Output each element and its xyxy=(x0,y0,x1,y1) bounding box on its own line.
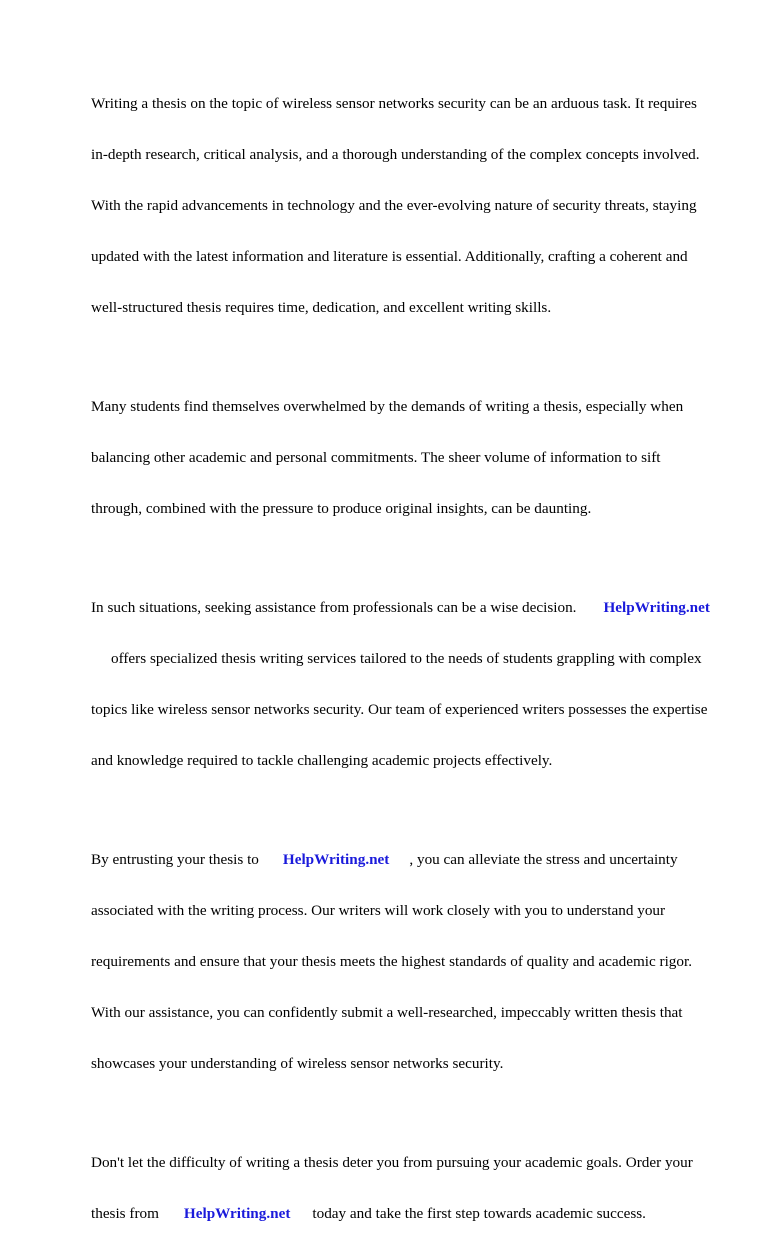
helpwriting-link[interactable]: HelpWriting.net xyxy=(282,851,390,868)
text-line xyxy=(91,599,728,616)
text-line: topics like wireless sensor networks security. Our team of experienced writers possesses the expertise xyxy=(91,701,708,718)
text-segment: today and take the first step towards academic success. xyxy=(312,1205,646,1222)
text-line: through, combined with the pressure to produce original insights, can be daunting. xyxy=(91,500,592,517)
paragraph-2 xyxy=(91,364,728,551)
text-line: in-depth research, critical analysis, and a thorough understanding of the complex concepts involved. xyxy=(91,146,700,163)
text-line: Many students find themselves overwhelmed by the demands of writing a thesis, especially when xyxy=(91,398,684,415)
text-segment: By entrusting your thesis to xyxy=(91,851,259,868)
text-line xyxy=(91,1205,728,1222)
paragraph-3 xyxy=(91,565,728,803)
paragraph-5 xyxy=(91,1120,728,1256)
text-line: and knowledge required to tackle challenging academic projects effectively. xyxy=(91,752,553,769)
text-line: showcases your understanding of wireless sensor networks security. xyxy=(91,1055,504,1072)
text-segment: thesis from xyxy=(91,1205,159,1222)
text-segment: offers specialized thesis writing services tailored to the needs of students grappling with complex xyxy=(111,650,702,667)
text-line: Don't let the difficulty of writing a thesis deter you from pursuing your academic goals. Order your xyxy=(91,1154,693,1171)
text-line xyxy=(91,650,728,667)
text-line: well-structured thesis requires time, dedication, and excellent writing skills. xyxy=(91,299,552,316)
text-line: associated with the writing process. Our writers will work closely with you to understand your xyxy=(91,902,666,919)
text-line: With the rapid advancements in technology and the ever-evolving nature of security threats, staying xyxy=(91,197,697,214)
text-segment: In such situations, seeking assistance from professionals can be a wise decision. xyxy=(91,599,577,616)
paragraph-4 xyxy=(91,817,728,1106)
text-line xyxy=(91,851,728,868)
text-line: With our assistance, you can confidently submit a well-researched, impeccably written thesis that xyxy=(91,1004,683,1021)
text-line: Writing a thesis on the topic of wireless sensor networks security can be an arduous task. It requires xyxy=(91,95,697,112)
text-segment: , you can alleviate the stress and uncertainty xyxy=(409,851,678,868)
helpwriting-link[interactable]: HelpWriting.net xyxy=(183,1205,291,1222)
paragraph-1 xyxy=(91,61,728,350)
helpwriting-link[interactable]: HelpWriting.net xyxy=(603,599,710,616)
text-line: requirements and ensure that your thesis meets the highest standards of quality and academic rigor. xyxy=(91,953,692,970)
text-line: updated with the latest information and literature is essential. Additionally, crafting a coherent and xyxy=(91,248,688,265)
text-line: balancing other academic and personal commitments. The sheer volume of information to sift xyxy=(91,449,661,466)
